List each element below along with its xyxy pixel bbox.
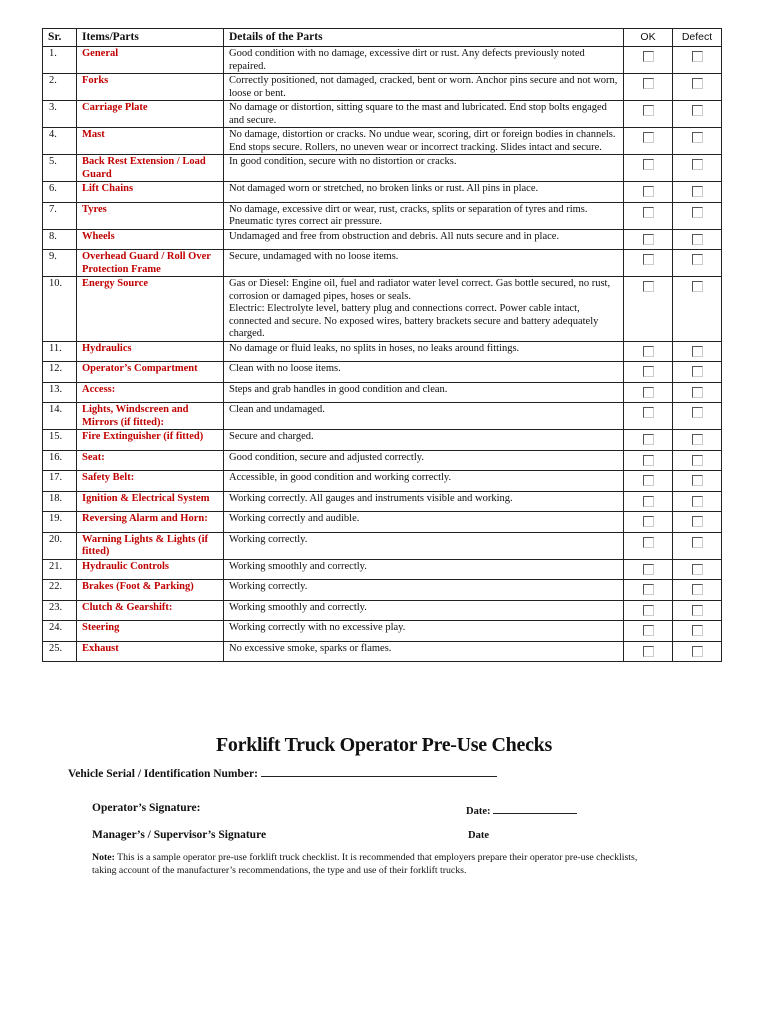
- row-details: Steps and grab handles in good condition and clean.: [224, 382, 624, 403]
- ok-checkbox[interactable]: [643, 105, 654, 116]
- manager-date-label: Date: [468, 830, 489, 841]
- ok-checkbox[interactable]: [643, 346, 654, 357]
- row-item: Safety Belt:: [77, 471, 224, 492]
- ok-checkbox[interactable]: [643, 537, 654, 548]
- row-sr: 14.: [43, 403, 77, 430]
- row-sr: 16.: [43, 450, 77, 471]
- row-item: Forks: [77, 74, 224, 101]
- ok-checkbox[interactable]: [643, 159, 654, 170]
- row-defect-cell: [673, 450, 722, 471]
- row-defect-cell: [673, 74, 722, 101]
- ok-checkbox[interactable]: [643, 434, 654, 445]
- table-row: [43, 491, 722, 512]
- row-sr: 21.: [43, 559, 77, 580]
- row-details: Clean and undamaged.: [224, 403, 624, 430]
- row-sr: 5.: [43, 155, 77, 182]
- ok-checkbox[interactable]: [643, 254, 654, 265]
- defect-checkbox[interactable]: [692, 207, 703, 218]
- defect-checkbox[interactable]: [692, 346, 703, 357]
- defect-checkbox[interactable]: [692, 516, 703, 527]
- row-item: Mast: [77, 128, 224, 155]
- ok-checkbox[interactable]: [643, 132, 654, 143]
- row-defect-cell: [673, 471, 722, 492]
- ok-checkbox[interactable]: [643, 387, 654, 398]
- row-sr: 4.: [43, 128, 77, 155]
- table-row: [43, 155, 722, 182]
- row-defect-cell: [673, 155, 722, 182]
- row-ok-cell: [624, 47, 673, 74]
- row-item: Tyres: [77, 202, 224, 229]
- row-item: Reversing Alarm and Horn:: [77, 512, 224, 533]
- ok-checkbox[interactable]: [643, 455, 654, 466]
- defect-checkbox[interactable]: [692, 281, 703, 292]
- table-row: [43, 277, 722, 342]
- row-ok-cell: [624, 600, 673, 621]
- defect-checkbox[interactable]: [692, 387, 703, 398]
- ok-checkbox[interactable]: [643, 496, 654, 507]
- defect-checkbox[interactable]: [692, 132, 703, 143]
- row-sr: 19.: [43, 512, 77, 533]
- defect-checkbox[interactable]: [692, 254, 703, 265]
- row-item: Lift Chains: [77, 182, 224, 203]
- defect-checkbox[interactable]: [692, 434, 703, 445]
- row-item: General: [77, 47, 224, 74]
- operator-date-field: [466, 803, 577, 817]
- row-sr: 20.: [43, 532, 77, 559]
- row-details: Not damaged worn or stretched, no broken links or rust. All pins in place.: [224, 182, 624, 203]
- row-ok-cell: [624, 250, 673, 277]
- table-row: [43, 229, 722, 250]
- ok-checkbox[interactable]: [643, 207, 654, 218]
- row-ok-cell: [624, 128, 673, 155]
- row-sr: 2.: [43, 74, 77, 101]
- row-sr: 25.: [43, 641, 77, 662]
- row-details: Working correctly. All gauges and instruments visible and working.: [224, 491, 624, 512]
- row-defect-cell: [673, 512, 722, 533]
- row-defect-cell: [673, 403, 722, 430]
- row-ok-cell: [624, 155, 673, 182]
- defect-checkbox[interactable]: [692, 105, 703, 116]
- row-item: Steering: [77, 621, 224, 642]
- manager-signature-label: Manager’s / Supervisor’s Signature: [92, 829, 267, 841]
- table-row: [43, 559, 722, 580]
- defect-checkbox[interactable]: [692, 407, 703, 418]
- row-details: In good condition, secure with no distortion or cracks.: [224, 155, 624, 182]
- row-sr: 13.: [43, 382, 77, 403]
- row-defect-cell: [673, 101, 722, 128]
- row-details: Accessible, in good condition and working correctly.: [224, 471, 624, 492]
- table-row: [43, 600, 722, 621]
- row-item: Warning Lights & Lights (if fitted): [77, 532, 224, 559]
- row-item: Carriage Plate: [77, 101, 224, 128]
- defect-checkbox[interactable]: [692, 605, 703, 616]
- row-ok-cell: [624, 559, 673, 580]
- row-sr: 1.: [43, 47, 77, 74]
- defect-checkbox[interactable]: [692, 625, 703, 636]
- row-ok-cell: [624, 202, 673, 229]
- row-sr: 22.: [43, 580, 77, 601]
- ok-checkbox[interactable]: [643, 281, 654, 292]
- row-item: Exhaust: [77, 641, 224, 662]
- operator-date-label: Date:: [466, 806, 491, 817]
- header-defect: Defect: [673, 29, 722, 47]
- row-item: Energy Source: [77, 277, 224, 342]
- vehicle-id-line[interactable]: [261, 766, 497, 777]
- row-sr: 10.: [43, 277, 77, 342]
- operator-signature-label: Operator’s Signature:: [92, 802, 201, 814]
- row-details: No damage or distortion, sitting square to the mast and lubricated. End stop bolts engaged and secure.: [224, 101, 624, 128]
- row-sr: 23.: [43, 600, 77, 621]
- row-item: Hydraulic Controls: [77, 559, 224, 580]
- row-sr: 7.: [43, 202, 77, 229]
- table-row: [43, 641, 722, 662]
- row-ok-cell: [624, 362, 673, 383]
- table-row: [43, 47, 722, 74]
- row-ok-cell: [624, 101, 673, 128]
- table-row: [43, 250, 722, 277]
- row-ok-cell: [624, 641, 673, 662]
- table-row: [43, 382, 722, 403]
- row-item: Lights, Windscreen and Mirrors (if fitted):: [77, 403, 224, 430]
- ok-checkbox[interactable]: [643, 646, 654, 657]
- row-defect-cell: [673, 641, 722, 662]
- row-item: Clutch & Gearshift:: [77, 600, 224, 621]
- row-item: Hydraulics: [77, 341, 224, 362]
- checklist-sheet: [42, 28, 722, 662]
- row-sr: 9.: [43, 250, 77, 277]
- row-sr: 15.: [43, 430, 77, 451]
- vehicle-id-label: Vehicle Serial / Identification Number:: [68, 768, 258, 780]
- defect-checkbox[interactable]: [692, 234, 703, 245]
- row-defect-cell: [673, 341, 722, 362]
- row-defect-cell: [673, 47, 722, 74]
- row-details: Working smoothly and correctly.: [224, 559, 624, 580]
- table-row: [43, 182, 722, 203]
- table-header-row: [43, 29, 722, 47]
- row-item: Wheels: [77, 229, 224, 250]
- row-defect-cell: [673, 250, 722, 277]
- row-details: Undamaged and free from obstruction and debris. All nuts secure and in place.: [224, 229, 624, 250]
- defect-checkbox[interactable]: [692, 366, 703, 377]
- header-details: Details of the Parts: [224, 29, 624, 47]
- ok-checkbox[interactable]: [643, 584, 654, 595]
- row-details: Working correctly.: [224, 532, 624, 559]
- row-ok-cell: [624, 382, 673, 403]
- row-ok-cell: [624, 182, 673, 203]
- table-row: [43, 128, 722, 155]
- table-row: [43, 430, 722, 451]
- table-row: [43, 512, 722, 533]
- ok-checkbox[interactable]: [643, 78, 654, 89]
- row-ok-cell: [624, 580, 673, 601]
- row-ok-cell: [624, 621, 673, 642]
- row-defect-cell: [673, 128, 722, 155]
- row-sr: 3.: [43, 101, 77, 128]
- checklist-table: [42, 28, 722, 662]
- operator-date-line[interactable]: [493, 803, 577, 814]
- row-details: Gas or Diesel: Engine oil, fuel and radiator water level correct. Gas bottle secured, no rust, corrosion or damaged pipes, hoses or seals. Electric: Electrolyte level, battery plug and connections correct. Power cable intact, connected and secure. No exposed wires, battery brackets secure and battery adequately charged.: [224, 277, 624, 342]
- defect-checkbox[interactable]: [692, 646, 703, 657]
- table-row: [43, 403, 722, 430]
- row-details: No excessive smoke, sparks or flames.: [224, 641, 624, 662]
- row-item: Operator’s Compartment: [77, 362, 224, 383]
- ok-checkbox[interactable]: [643, 564, 654, 575]
- ok-checkbox[interactable]: [643, 516, 654, 527]
- row-defect-cell: [673, 277, 722, 342]
- row-ok-cell: [624, 491, 673, 512]
- table-row: [43, 202, 722, 229]
- row-sr: 18.: [43, 491, 77, 512]
- table-row: [43, 341, 722, 362]
- row-item: Overhead Guard / Roll Over Protection Frame: [77, 250, 224, 277]
- header-sr: Sr.: [43, 29, 77, 47]
- row-item: Ignition & Electrical System: [77, 491, 224, 512]
- ok-checkbox[interactable]: [643, 625, 654, 636]
- row-defect-cell: [673, 580, 722, 601]
- row-details: Good condition with no damage, excessive dirt or rust. Any defects previously noted repaired.: [224, 47, 624, 74]
- row-defect-cell: [673, 362, 722, 383]
- row-ok-cell: [624, 277, 673, 342]
- row-details: Secure, undamaged with no loose items.: [224, 250, 624, 277]
- row-sr: 11.: [43, 341, 77, 362]
- table-row: [43, 362, 722, 383]
- defect-checkbox[interactable]: [692, 455, 703, 466]
- table-row: [43, 621, 722, 642]
- row-details: Working correctly with no excessive play.: [224, 621, 624, 642]
- ok-checkbox[interactable]: [643, 407, 654, 418]
- defect-checkbox[interactable]: [692, 78, 703, 89]
- table-row: [43, 74, 722, 101]
- row-details: Working correctly and audible.: [224, 512, 624, 533]
- defect-checkbox[interactable]: [692, 584, 703, 595]
- row-item: Brakes (Foot & Parking): [77, 580, 224, 601]
- header-ok: OK: [624, 29, 673, 47]
- note-text: This is a sample operator pre-use forklift truck checklist. It is recommended that employers prepare their operator pre-use checklists, taking account of the manufacturer’s recommendations, the type and use of their forklift trucks.: [92, 852, 638, 876]
- row-defect-cell: [673, 621, 722, 642]
- row-item: Seat:: [77, 450, 224, 471]
- defect-checkbox[interactable]: [692, 51, 703, 62]
- row-ok-cell: [624, 341, 673, 362]
- ok-checkbox[interactable]: [643, 366, 654, 377]
- row-details: Working correctly.: [224, 580, 624, 601]
- row-details: No damage or fluid leaks, no splits in hoses, no leaks around fittings.: [224, 341, 624, 362]
- row-defect-cell: [673, 532, 722, 559]
- row-ok-cell: [624, 471, 673, 492]
- note-paragraph: [92, 851, 652, 877]
- row-details: Working smoothly and correctly.: [224, 600, 624, 621]
- row-defect-cell: [673, 559, 722, 580]
- row-details: Secure and charged.: [224, 430, 624, 451]
- ok-checkbox[interactable]: [643, 475, 654, 486]
- row-defect-cell: [673, 182, 722, 203]
- row-ok-cell: [624, 450, 673, 471]
- row-ok-cell: [624, 403, 673, 430]
- row-sr: 12.: [43, 362, 77, 383]
- table-row: [43, 532, 722, 559]
- row-sr: 24.: [43, 621, 77, 642]
- page-title: Forklift Truck Operator Pre-Use Checks: [216, 734, 552, 756]
- ok-checkbox[interactable]: [643, 605, 654, 616]
- row-sr: 17.: [43, 471, 77, 492]
- row-ok-cell: [624, 430, 673, 451]
- row-details: Correctly positioned, not damaged, cracked, bent or worn. Anchor pins secure and not worn, loose or bent.: [224, 74, 624, 101]
- row-item: Fire Extinguisher (if fitted): [77, 430, 224, 451]
- defect-checkbox[interactable]: [692, 475, 703, 486]
- table-row: [43, 101, 722, 128]
- row-details: No damage, excessive dirt or wear, rust, cracks, splits or separation of tyres and rims. Pneumatic tyres correct air pressure.: [224, 202, 624, 229]
- defect-checkbox[interactable]: [692, 159, 703, 170]
- table-row: [43, 471, 722, 492]
- row-defect-cell: [673, 491, 722, 512]
- row-ok-cell: [624, 512, 673, 533]
- row-defect-cell: [673, 202, 722, 229]
- table-row: [43, 450, 722, 471]
- row-sr: 6.: [43, 182, 77, 203]
- row-details: Good condition, secure and adjusted correctly.: [224, 450, 624, 471]
- table-row: [43, 580, 722, 601]
- ok-checkbox[interactable]: [643, 186, 654, 197]
- row-ok-cell: [624, 229, 673, 250]
- row-item: Access:: [77, 382, 224, 403]
- vehicle-id-field: [68, 766, 497, 780]
- row-details: Clean with no loose items.: [224, 362, 624, 383]
- row-defect-cell: [673, 430, 722, 451]
- row-defect-cell: [673, 600, 722, 621]
- defect-checkbox[interactable]: [692, 564, 703, 575]
- ok-checkbox[interactable]: [643, 234, 654, 245]
- row-ok-cell: [624, 74, 673, 101]
- header-items: Items/Parts: [77, 29, 224, 47]
- row-defect-cell: [673, 229, 722, 250]
- row-sr: 8.: [43, 229, 77, 250]
- row-item: Back Rest Extension / Load Guard: [77, 155, 224, 182]
- row-ok-cell: [624, 532, 673, 559]
- defect-checkbox[interactable]: [692, 496, 703, 507]
- row-defect-cell: [673, 382, 722, 403]
- ok-checkbox[interactable]: [643, 51, 654, 62]
- defect-checkbox[interactable]: [692, 537, 703, 548]
- defect-checkbox[interactable]: [692, 186, 703, 197]
- row-details: No damage, distortion or cracks. No undue wear, scoring, dirt or foreign bodies in channels. End stops secure. Rollers, no uneven wear or incorrect tracking. Slides intact and secure.: [224, 128, 624, 155]
- note-label: Note:: [92, 852, 115, 863]
